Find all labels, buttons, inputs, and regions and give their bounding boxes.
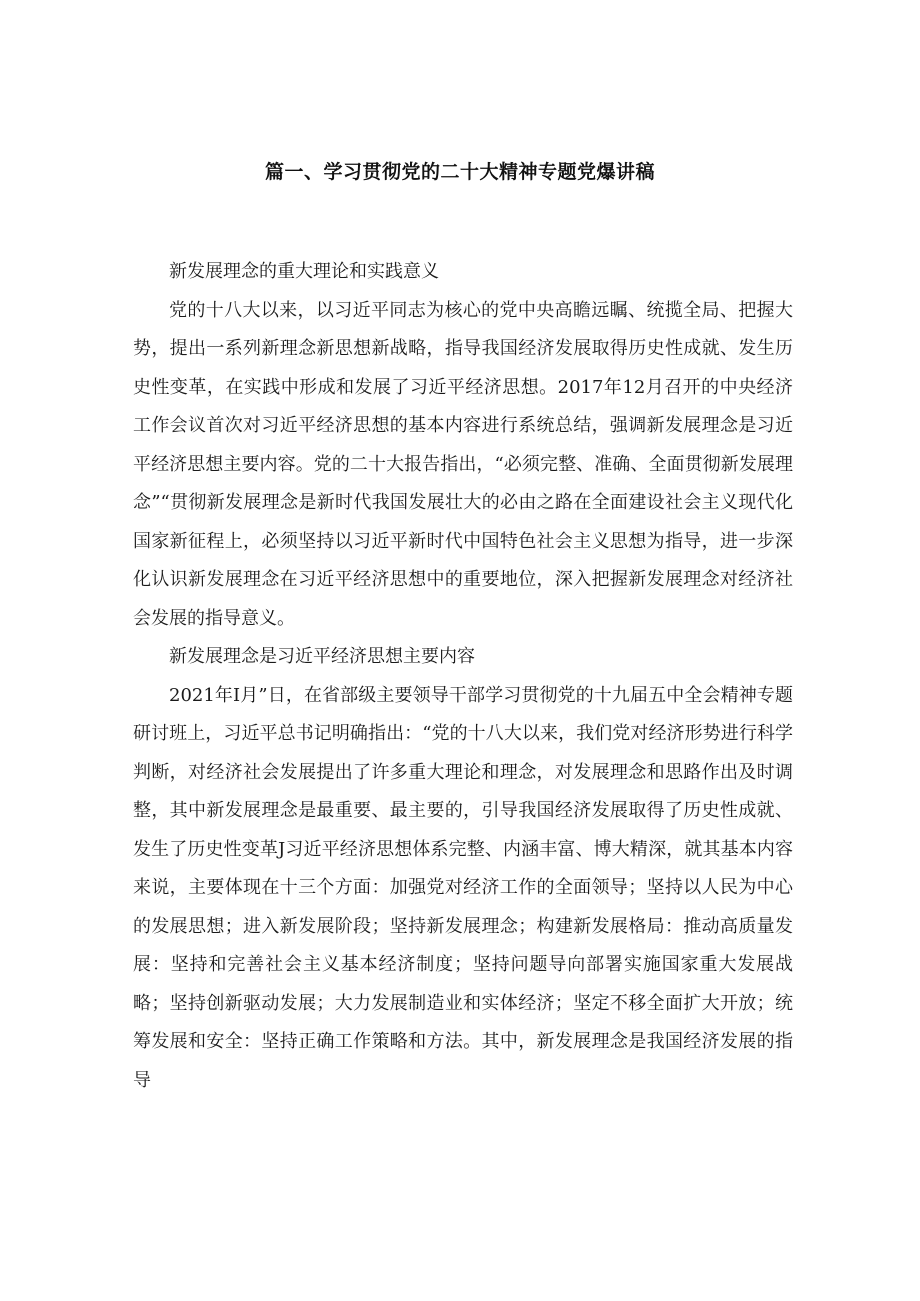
section-paragraph: 党的十八大以来，以习近平同志为核心的党中央高瞻远瞩、统揽全局、把握大势，提出一系列新理念新思想新战略，指导我国经济发展取得历史性成就、发生历史性变革，在实践中形成和发展了习近平经济思想。2017年12月召开的中央经济工作会议首次对习近平经济思想的基本内容进行系统总结，强调新发展理念是习近平经济思想主要内容。党的二十大报告指出，“必须完整、准确、全面贯彻新发展理念”“贯彻新发展理念是新时代我国发展壮大的必由之路在全面建设社会主义现代化国家新征程上，必须坚持以习近平新时代中国特色社会主义思想为指导，进一步深化认识新发展理念在习近平经济思想中的重要地位，深入把握新发展理念对经济社会发展的指导意义。	[133, 299, 793, 629]
section-heading: 新发展理念的重大理论和实践意义	[169, 261, 439, 282]
section-heading: 新发展理念是习近平经济思想主要内容	[169, 646, 475, 667]
document-title: 篇一、学习贯彻党的二十大精神专题党爆讲稿	[264, 161, 655, 183]
document-body	[133, 253, 793, 1100]
section-paragraph: 2021年I月”日，在省部级主要领导干部学习贯彻党的十九届五中全会精神专题研讨班上，习近平总书记明确指出：“党的十八大以来，我们党对经济形势进行科学判断，对经济社会发展提出了许多重大理论和理念，对发展理念和思路作出及时调整，其中新发展理念是最重要、最主要的，引导我国经济发展取得了历史性成就、发生了历史性变革J习近平经济思想体系完整、内涵丰富、博大精深，就其基本内容来说，主要体现在十三个方面：加强党对经济工作的全面领导；坚持以人民为中心的发展思想；进入新发展阶段；坚持新发展理念；构建新发展格局：推动高质量发展：坚持和完善社会主义基本经济制度；坚持问题导向部署实施国家重大发展战略；坚持创新驱动发展；大力发展制造业和实体经济；坚定不移全面扩大开放；统筹发展和安全：坚持正确工作策略和方法。其中，新发展理念是我国经济发展的指导	[133, 684, 793, 1091]
